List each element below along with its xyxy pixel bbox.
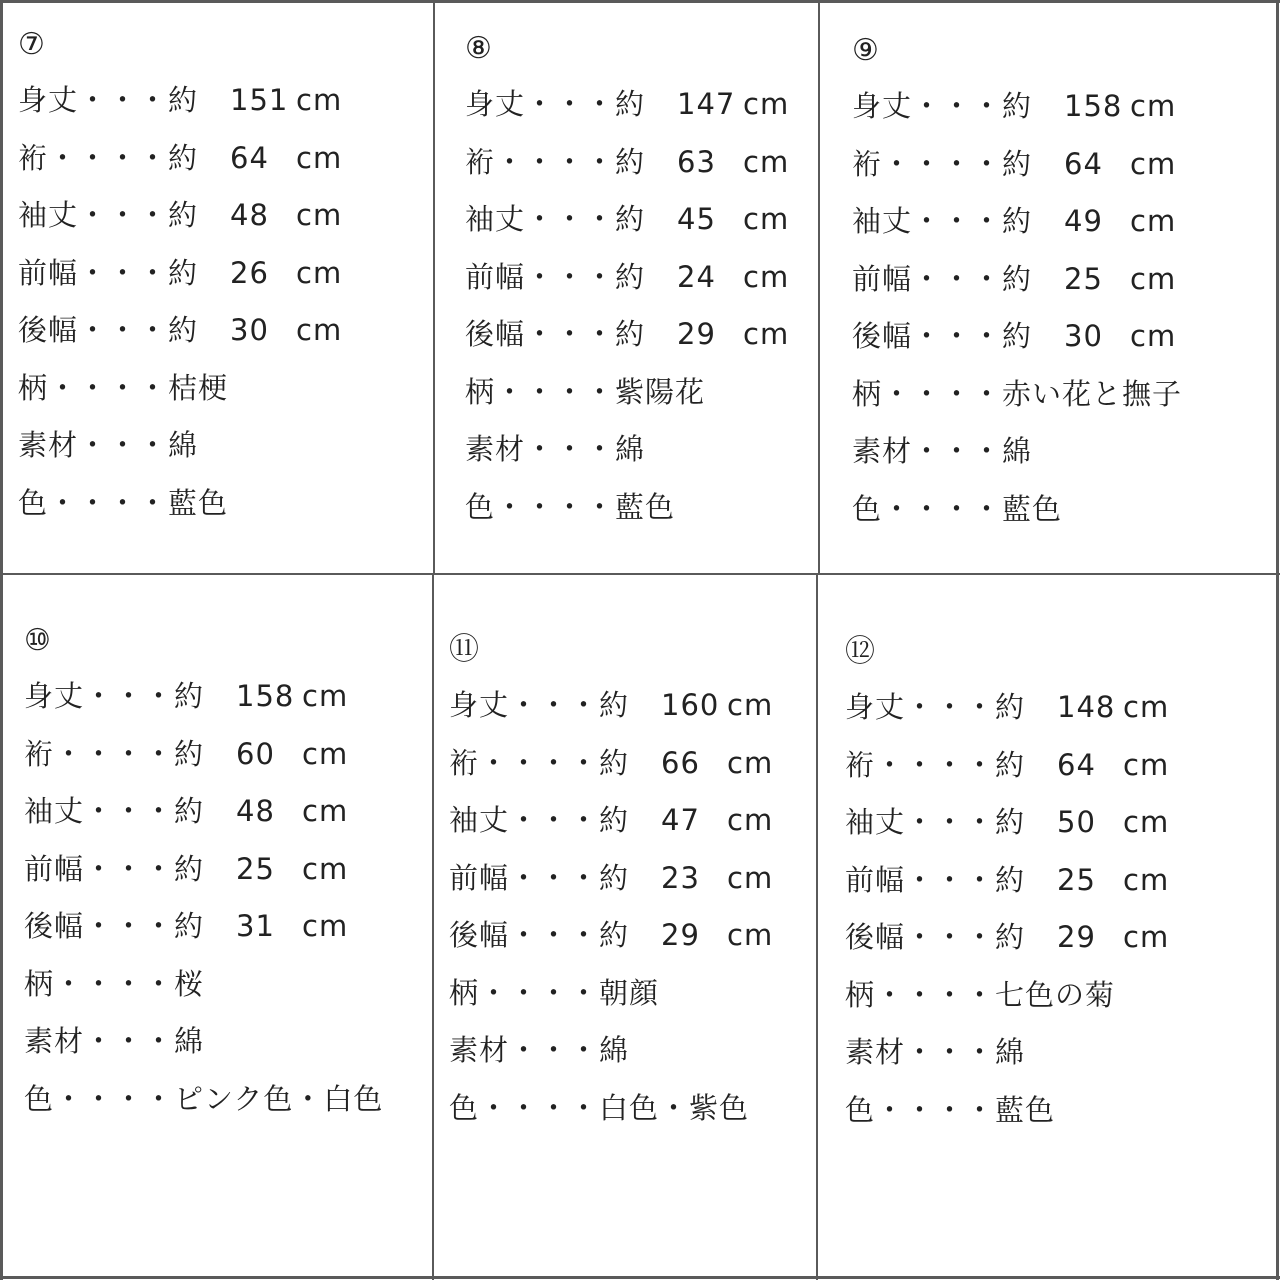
spec-label: 素材・・・綿 bbox=[449, 1033, 630, 1067]
spec-value: 63 bbox=[677, 144, 716, 179]
spec-row bbox=[24, 964, 414, 1004]
spec-label: 袖丈・・・約 bbox=[449, 803, 630, 837]
spec-label: 素材・・・綿 bbox=[24, 1024, 205, 1058]
spec-label: 色・・・・藍色 bbox=[845, 1092, 1056, 1127]
spec-value: 25 bbox=[236, 851, 275, 886]
spec-unit: cm bbox=[296, 313, 343, 347]
spec-label: 身丈・・・約 bbox=[18, 83, 199, 117]
spec-label: 色・・・・藍色 bbox=[18, 485, 229, 520]
spec-label: 身丈・・・約 bbox=[852, 89, 1033, 123]
spec-unit: cm bbox=[1123, 862, 1170, 897]
spec-row bbox=[465, 372, 855, 412]
spec-value: 47 bbox=[661, 803, 700, 837]
spec-row bbox=[465, 257, 855, 297]
spec-row bbox=[852, 259, 1242, 299]
spec-unit: cm bbox=[302, 851, 349, 886]
spec-value: 29 bbox=[1057, 920, 1096, 954]
spec-value: 60 bbox=[236, 736, 275, 771]
spec-value: 45 bbox=[677, 202, 716, 236]
spec-cell-11 bbox=[449, 633, 839, 1163]
spec-row bbox=[465, 429, 855, 469]
spec-label: 裄・・・・約 bbox=[24, 736, 205, 771]
spec-row bbox=[449, 800, 839, 840]
spec-unit: cm bbox=[302, 736, 349, 771]
spec-row bbox=[24, 1021, 414, 1061]
border-bottom bbox=[0, 1276, 1280, 1279]
spec-row bbox=[24, 676, 414, 716]
spec-label: 素材・・・綿 bbox=[845, 1035, 1026, 1069]
spec-label: 裄・・・・約 bbox=[465, 144, 646, 179]
divider-vertical-top-1 bbox=[433, 0, 435, 575]
spec-row bbox=[18, 195, 408, 235]
spec-value: 26 bbox=[230, 255, 269, 290]
spec-unit: cm bbox=[1130, 319, 1177, 353]
spec-label: 身丈・・・約 bbox=[845, 690, 1026, 724]
spec-value: 49 bbox=[1064, 204, 1103, 238]
spec-value: 48 bbox=[236, 794, 275, 828]
spec-label: 前幅・・・約 bbox=[449, 860, 630, 895]
spec-row bbox=[465, 142, 855, 182]
spec-unit: cm bbox=[1130, 89, 1177, 123]
spec-label: 前幅・・・約 bbox=[845, 862, 1026, 897]
spec-unit: cm bbox=[296, 140, 343, 175]
spec-value: 158 bbox=[236, 679, 295, 713]
spec-cell-10 bbox=[24, 624, 414, 1154]
spec-label: 柄・・・・赤い花と撫子 bbox=[852, 376, 1183, 411]
spec-unit: cm bbox=[296, 255, 343, 290]
spec-label: 色・・・・白色・紫色 bbox=[449, 1090, 750, 1125]
spec-label: 後幅・・・約 bbox=[465, 317, 646, 351]
spec-row bbox=[852, 431, 1242, 471]
item-number: ⑨ bbox=[852, 33, 879, 68]
spec-label: 柄・・・・朝顔 bbox=[449, 975, 660, 1010]
spec-row bbox=[852, 374, 1242, 414]
spec-label: 素材・・・綿 bbox=[18, 428, 199, 462]
spec-cell-7 bbox=[18, 28, 408, 558]
spec-value: 30 bbox=[1064, 319, 1103, 353]
spec-cell-9 bbox=[852, 34, 1242, 564]
spec-row bbox=[18, 368, 408, 408]
spec-unit: cm bbox=[1130, 204, 1177, 238]
spec-value: 147 bbox=[677, 87, 736, 121]
spec-row bbox=[845, 1090, 1235, 1130]
spec-unit: cm bbox=[302, 909, 349, 943]
spec-row bbox=[449, 973, 839, 1013]
spec-label: 袖丈・・・約 bbox=[465, 202, 646, 236]
spec-row bbox=[852, 489, 1242, 529]
spec-row bbox=[845, 687, 1235, 727]
spec-row bbox=[18, 253, 408, 293]
spec-row bbox=[852, 144, 1242, 184]
item-number: ⑧ bbox=[465, 31, 492, 66]
spec-row bbox=[24, 791, 414, 831]
spec-label: 裄・・・・約 bbox=[449, 745, 630, 780]
spec-unit: cm bbox=[727, 745, 774, 780]
spec-label: 前幅・・・約 bbox=[24, 851, 205, 886]
spec-value: 64 bbox=[1064, 146, 1103, 181]
spec-cell-12 bbox=[845, 635, 1235, 1165]
spec-unit: cm bbox=[743, 144, 790, 179]
spec-value: 66 bbox=[661, 745, 700, 780]
spec-label: 後幅・・・約 bbox=[852, 319, 1033, 353]
spec-unit: cm bbox=[302, 679, 349, 713]
spec-row bbox=[845, 860, 1235, 900]
spec-unit: cm bbox=[1130, 146, 1177, 181]
spec-value: 64 bbox=[230, 140, 269, 175]
spec-value: 30 bbox=[230, 313, 269, 347]
spec-row bbox=[449, 858, 839, 898]
spec-value: 31 bbox=[236, 909, 275, 943]
spec-label: 袖丈・・・約 bbox=[24, 794, 205, 828]
spec-label: 柄・・・・七色の菊 bbox=[845, 977, 1116, 1012]
spec-label: 素材・・・綿 bbox=[465, 432, 646, 466]
spec-label: 素材・・・綿 bbox=[852, 434, 1033, 468]
spec-value: 29 bbox=[677, 317, 716, 351]
item-number: ⑪ bbox=[449, 632, 479, 667]
spec-label: 身丈・・・約 bbox=[465, 87, 646, 121]
item-number: ⑫ bbox=[845, 634, 875, 669]
spec-row bbox=[852, 86, 1242, 126]
spec-label: 後幅・・・約 bbox=[18, 313, 199, 347]
spec-row bbox=[18, 425, 408, 465]
spec-unit: cm bbox=[296, 83, 343, 117]
spec-row bbox=[449, 1030, 839, 1070]
spec-row bbox=[449, 685, 839, 725]
spec-label: 前幅・・・約 bbox=[852, 261, 1033, 296]
spec-label: 色・・・・藍色 bbox=[465, 489, 676, 524]
spec-cell-8 bbox=[465, 32, 855, 562]
spec-unit: cm bbox=[743, 87, 790, 121]
spec-row bbox=[24, 849, 414, 889]
spec-label: 柄・・・・桜 bbox=[24, 966, 205, 1001]
spec-row bbox=[449, 1088, 839, 1128]
spec-unit: cm bbox=[1123, 920, 1170, 954]
spec-value: 160 bbox=[661, 688, 720, 722]
spec-row bbox=[852, 201, 1242, 241]
spec-row bbox=[24, 734, 414, 774]
spec-row bbox=[18, 80, 408, 120]
border-top bbox=[0, 0, 1280, 3]
spec-row bbox=[845, 745, 1235, 785]
spec-unit: cm bbox=[743, 317, 790, 351]
spec-label: 身丈・・・約 bbox=[449, 688, 630, 722]
spec-unit: cm bbox=[727, 803, 774, 837]
spec-unit: cm bbox=[727, 860, 774, 895]
spec-row bbox=[18, 310, 408, 350]
spec-unit: cm bbox=[727, 688, 774, 722]
spec-row bbox=[845, 917, 1235, 957]
spec-row bbox=[465, 84, 855, 124]
spec-label: 裄・・・・約 bbox=[845, 747, 1026, 782]
spec-unit: cm bbox=[743, 259, 790, 294]
spec-label: 裄・・・・約 bbox=[852, 146, 1033, 181]
spec-value: 48 bbox=[230, 198, 269, 232]
spec-unit: cm bbox=[1123, 747, 1170, 782]
spec-unit: cm bbox=[1123, 690, 1170, 724]
spec-row bbox=[465, 487, 855, 527]
divider-horizontal bbox=[0, 573, 1280, 575]
spec-row bbox=[449, 743, 839, 783]
spec-row bbox=[845, 802, 1235, 842]
spec-label: 裄・・・・約 bbox=[18, 140, 199, 175]
spec-label: 後幅・・・約 bbox=[845, 920, 1026, 954]
spec-label: 身丈・・・約 bbox=[24, 679, 205, 713]
spec-unit: cm bbox=[1130, 261, 1177, 296]
spec-label: 柄・・・・桔梗 bbox=[18, 370, 229, 405]
spec-value: 25 bbox=[1057, 862, 1096, 897]
spec-row bbox=[852, 316, 1242, 356]
spec-label: 前幅・・・約 bbox=[18, 255, 199, 290]
spec-row bbox=[18, 138, 408, 178]
spec-row bbox=[465, 314, 855, 354]
spec-value: 29 bbox=[661, 918, 700, 952]
spec-row bbox=[18, 483, 408, 523]
spec-label: 柄・・・・紫陽花 bbox=[465, 374, 706, 409]
spec-row bbox=[845, 1032, 1235, 1072]
spec-value: 151 bbox=[230, 83, 289, 117]
spec-value: 50 bbox=[1057, 805, 1096, 839]
spec-unit: cm bbox=[302, 794, 349, 828]
spec-label: 袖丈・・・約 bbox=[845, 805, 1026, 839]
item-number: ⑩ bbox=[24, 623, 51, 658]
spec-value: 24 bbox=[677, 259, 716, 294]
spec-row bbox=[465, 199, 855, 239]
spec-label: 後幅・・・約 bbox=[449, 918, 630, 952]
item-number: ⑦ bbox=[18, 27, 45, 62]
spec-label: 前幅・・・約 bbox=[465, 259, 646, 294]
spec-label: 後幅・・・約 bbox=[24, 909, 205, 943]
spec-row bbox=[449, 915, 839, 955]
spec-label: 色・・・・藍色 bbox=[852, 491, 1063, 526]
spec-label: 色・・・・ピンク色・白色 bbox=[24, 1081, 384, 1116]
spec-row bbox=[24, 906, 414, 946]
spec-unit: cm bbox=[296, 198, 343, 232]
spec-value: 158 bbox=[1064, 89, 1123, 123]
spec-value: 148 bbox=[1057, 690, 1116, 724]
spec-unit: cm bbox=[727, 918, 774, 952]
spec-label: 袖丈・・・約 bbox=[852, 204, 1033, 238]
spec-value: 23 bbox=[661, 860, 700, 895]
border-left bbox=[0, 0, 3, 1280]
spec-value: 25 bbox=[1064, 261, 1103, 296]
spec-value: 64 bbox=[1057, 747, 1096, 782]
spec-unit: cm bbox=[1123, 805, 1170, 839]
spec-row bbox=[845, 975, 1235, 1015]
divider-vertical-bottom-1 bbox=[432, 573, 434, 1280]
spec-unit: cm bbox=[743, 202, 790, 236]
spec-label: 袖丈・・・約 bbox=[18, 198, 199, 232]
spec-row bbox=[24, 1079, 414, 1119]
border-right bbox=[1276, 0, 1279, 1280]
